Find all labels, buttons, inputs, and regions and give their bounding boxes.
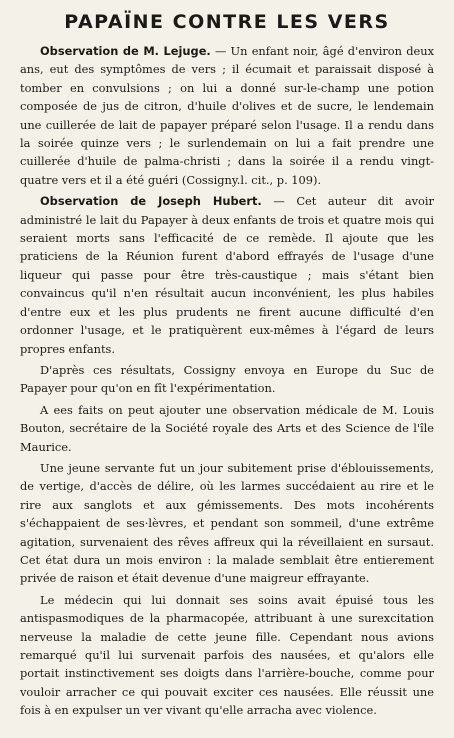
page-title: PAPAÏNE CONTRE LES VERS <box>64 11 390 33</box>
paragraph-text: Le médecin qui lui donnait ses soins avait épuisé tous les antispasmodiques de la pharmacopée, attribuant à une surexcitation nerveuse la maladie de cette jeune fille. Cependant nous avions remarqué qu'il lui survenait parfois des nausées, et qu'alors elle portait instinctivement ses doigts dans l'arrière-bouche, comme pour vouloir arracher ce qui pouvait exciter ces nausées. Elle réussit une fois à en expulser un ver vivant qu'elle arracha avec violence. <box>20 592 434 718</box>
paragraph-medecin <box>20 591 434 720</box>
paragraph-text: — Un enfant noir, âgé d'environ deux ans, eut des symptômes de vers ; il écumait et paraissait disposé à tomber en convulsions ; on lui a donné sur-le-champ une potion composée de jus de citron, d'huile d'olives et de sucre, le lendemain une cuillerée de lait de papayer préparé selon l'usage. Il a rendu dans la soirée quinze vers ; le surlendemain on lui a fait prendre une cuillerée d'huile de palma-christi ; dans la soirée il a rendu vingt-quatre vers et il a été guéri (Cossigny.l. cit., p. 109). <box>20 44 434 187</box>
paragraph-text: — Cet auteur dit avoir administré le lait du Papayer à deux enfants de trois et quatre mois qui seraient morts sans l'efficacité de ce remède. Il ajoute que les praticiens de la Réunion furent d'abord effrayés de l'usage d'une liqueur qui passe pour être très-caustique ; mais s'étant bien convaincus qu'il n'en résultait aucun inconvénient, les plus habiles d'entre eux et les plus prudents ne firent aucune difficulté d'en ordonner l'usage, et le pratiquèrent eux-mêmes à l'égard de leurs propres enfants. <box>20 194 434 356</box>
paragraph-bouton-intro <box>20 401 434 456</box>
paragraph-text: Une jeune servante fut un jour subitement prise d'éblouissements, de vertige, d'accès de délire, où les larmes succédaient au rire et le rire aux sanglots et aux gémissements. Des mots incohérents s'échappaient de ses·lèvres, et pendant son sommeil, d'une extrême agitation, survenaient des rêves affreux qui la réveillaient en sursaut. Cet état dura un mois environ : la malade semblait être entierement privée de raison et était devenue d'une maigreur effrayante. <box>20 460 434 586</box>
paragraph-servante <box>20 459 434 588</box>
paragraph-text: D'après ces résultats, Cossigny envoya en Europe du Suc de Papayer pour qu'on en fît l'expérimentation. <box>20 362 434 396</box>
paragraph-observation-lejuge <box>20 42 434 189</box>
paragraph-cossigny <box>20 361 434 398</box>
paragraph-observation-hubert <box>20 192 434 358</box>
paragraph-lead: Observation de M. Lejuge. <box>40 44 211 58</box>
paragraph-text: A ees faits on peut ajouter une observation médicale de M. Louis Bouton, secrétaire de la Société royale des Arts et des Science de l'île Maurice. <box>20 402 434 454</box>
paragraph-lead: Observation de Joseph Hubert. <box>40 194 262 209</box>
